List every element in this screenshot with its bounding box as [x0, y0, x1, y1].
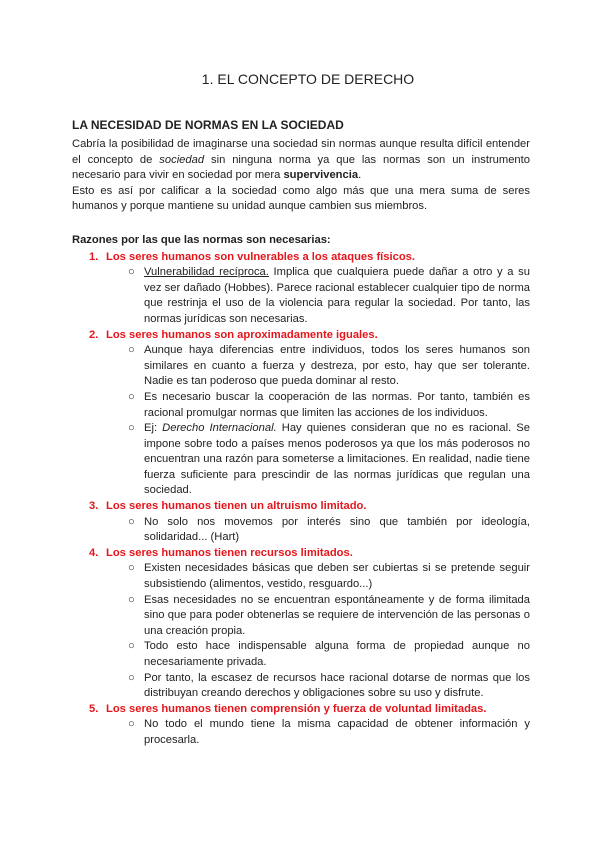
reason-points [106, 717, 530, 748]
reason-title: Los seres humanos tienen un altruismo limitado. [106, 500, 367, 513]
point-text: Existen necesidades básicas que deben ser cubiertas si se pretende seguir subsistiendo (alimentos, vestido, resguardo...) [144, 562, 530, 591]
reason-points [106, 561, 530, 701]
reason-title: Los seres humanos tienen recursos limitados. [106, 546, 353, 559]
page-title: 1. EL CONCEPTO DE DERECHO [201, 71, 415, 87]
reason-title: Los seres humanos son aproximadamente iguales. [106, 328, 378, 341]
point-item [106, 561, 530, 592]
reason-item [72, 328, 530, 500]
point-text: Hay quienes consideran que no es racional. Se impone sobre todo a países menos poderosos ya que los más poderosos no encuentran una razón para someterse a limitaciones. En realidad, nadie tiene fuerza suficiente para prescindir de las normas jurídicas que regulan una sociedad. [144, 422, 530, 497]
intro-italic-term: sociedad [159, 153, 205, 166]
point-text: Aunque haya diferencias entre individuos, todos los seres humanos son similares en cuanto a fuerza y destreza, por esto, hay que ser tolerante. Nadie es tan poderoso que pueda dominar al resto. [144, 344, 530, 388]
intro-bold-term: supervivencia [283, 169, 359, 182]
reason-item [72, 499, 530, 546]
reason-points [106, 343, 530, 499]
point-text: Todo esto hace indispensable alguna forma de propiedad aunque no necesariamente privada. [144, 640, 530, 668]
bullet-icon: ○ [128, 593, 135, 606]
point-item [106, 265, 530, 327]
intro-text-a: Cabría la posibilidad de imaginarse una sociedad sin normas aunque resulta difícil entender el concepto de [72, 138, 530, 166]
reason-number: 5. [89, 702, 99, 715]
point-text: No todo el mundo tiene la misma capacidad de obtener información y procesarla. [144, 718, 530, 746]
reason-item [72, 702, 530, 749]
bullet-icon: ○ [128, 344, 135, 357]
bullet-icon: ○ [128, 718, 135, 731]
point-item [106, 639, 530, 670]
reason-number: 1. [89, 250, 99, 263]
point-text: Implica que cualquiera puede dañar a otro y a su vez ser dañado (Hobbes). Parece racional establecer cualquier tipo de norma que restrinja el uso de la violencia para regular la sociedad. Por tanto, las normas jurídicas son necesarias. [144, 266, 530, 325]
point-prefix: Ej: [144, 422, 163, 435]
point-underlined-term: Vulnerabilidad recíproca. [144, 266, 269, 279]
document-page [72, 70, 530, 749]
bullet-icon: ○ [128, 671, 135, 684]
bullet-icon: ○ [128, 390, 135, 403]
reasons-list [72, 250, 530, 749]
bullet-icon: ○ [128, 562, 135, 575]
bullet-icon: ○ [128, 422, 135, 435]
point-item [106, 717, 530, 748]
point-item [106, 421, 530, 499]
intro-text-b: sin ninguna norma ya que las normas son un instrumento necesario para vivir en sociedad por mera [72, 153, 530, 182]
reason-item [72, 546, 530, 702]
bullet-icon: ○ [128, 515, 135, 528]
reason-title: Los seres humanos son vulnerables a los ataques físicos. [106, 250, 416, 263]
section-heading: LA NECESIDAD DE NORMAS EN LA SOCIEDAD [72, 118, 344, 132]
point-item [106, 593, 530, 640]
point-item [106, 671, 530, 702]
reason-number: 4. [89, 546, 99, 559]
point-item [106, 515, 530, 546]
point-text: Esas necesidades no se encuentran espontáneamente y de forma ilimitada sino que para poder obtenerlas se requiere de intervención de las personas o una creación propia. [144, 593, 530, 637]
reason-points [106, 515, 530, 546]
reason-number: 2. [89, 328, 99, 341]
point-italic-term: Derecho Internacional. [162, 422, 277, 435]
bullet-icon: ○ [128, 266, 135, 279]
intro-paragraph-1 [72, 137, 530, 184]
reason-number: 3. [89, 500, 99, 513]
bullet-icon: ○ [128, 640, 135, 653]
intro-text-c: . [358, 169, 362, 182]
point-text: Por tanto, la escasez de recursos hace racional dotarse de normas que los distribuyan creando derechos y obligaciones sobre su uso y disfrute. [144, 671, 530, 700]
reason-item [72, 250, 530, 328]
point-item [106, 390, 530, 421]
point-text: No solo nos movemos por interés sino que también por ideología, solidaridad... (Hart) [144, 515, 530, 544]
reason-title: Los seres humanos tienen comprensión y fuerza de voluntad limitadas. [106, 702, 487, 715]
reason-points [106, 265, 530, 327]
intro-paragraph-2: Esto es así por calificar a la sociedad como algo más que una mera suma de seres humanos y porque mantiene su unidad aunque cambien sus miembros. [72, 184, 530, 213]
point-item [106, 343, 530, 390]
point-text: Es necesario buscar la cooperación de las normas. Por tanto, también es racional promulgar normas que limiten las acciones de los individuos. [144, 390, 530, 419]
reasons-heading: Razones por las que las normas son necesarias: [72, 233, 331, 246]
